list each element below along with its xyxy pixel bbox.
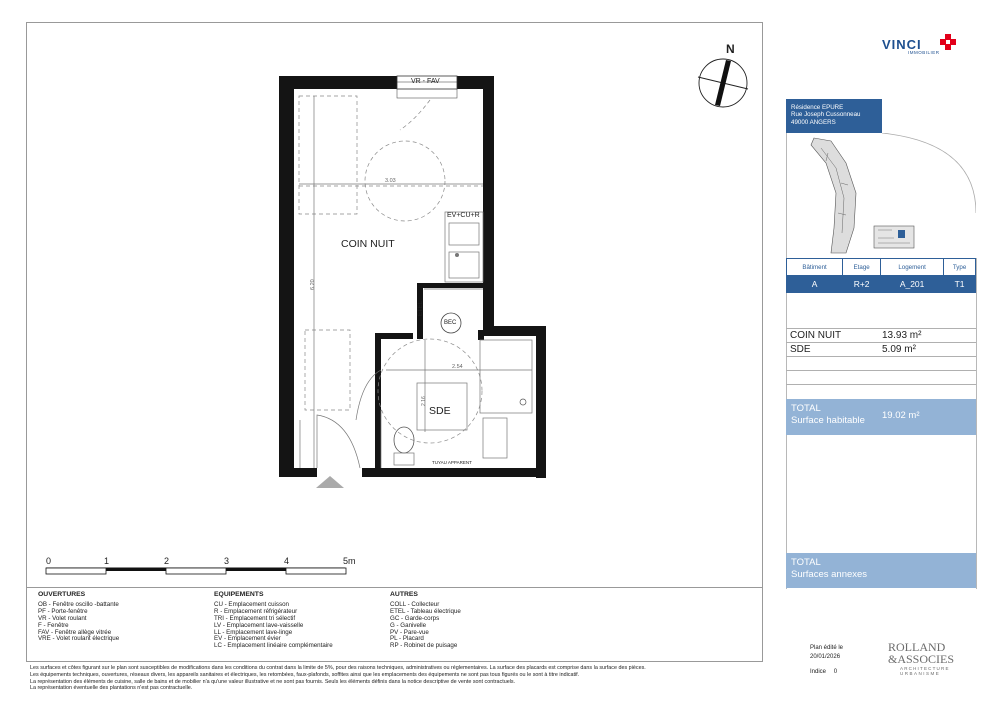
legend-item: LV - Emplacement lave-vaisselle bbox=[214, 621, 304, 629]
disclaimer-line: Les surfaces et côtes figurant sur le plan sont susceptibles de modifications dans les conditions du contrat dans la limite de 5%, pour des raisons techniques, administratives ou réglementaires. La surface des placards est comprise dans la surface des pièces. bbox=[30, 665, 646, 671]
surface-room: SDE bbox=[786, 343, 878, 357]
total-annexes-box bbox=[786, 553, 976, 588]
vinci-logo bbox=[882, 36, 940, 55]
north-letter: N bbox=[726, 42, 735, 56]
surface-area: 5.09 m² bbox=[878, 343, 976, 357]
wall-etel-top bbox=[417, 283, 483, 288]
entrance-marker bbox=[316, 476, 344, 488]
value-etage: R+2 bbox=[843, 276, 881, 293]
vinci-cross-icon bbox=[940, 34, 956, 50]
legend-item: R - Emplacement réfrigérateur bbox=[214, 607, 298, 615]
site-map bbox=[786, 133, 976, 258]
wall-sde-left bbox=[375, 333, 381, 473]
shower-tray bbox=[480, 340, 532, 413]
residence-city: 49000 ANGERS bbox=[791, 118, 836, 126]
window-label: VR - FAV bbox=[411, 78, 440, 85]
turning-circle-sde bbox=[378, 339, 482, 443]
residence-street: Rue Joseph Cussonneau bbox=[791, 111, 861, 119]
legend-item: VRE - Volet roulant électrique bbox=[38, 635, 120, 643]
tuyau-label: TUYAU APPARENT bbox=[432, 460, 472, 465]
total-habitable-value: 19.02 m² bbox=[882, 410, 920, 421]
table-row bbox=[786, 357, 976, 371]
legend-item: OB - Fenêtre oscillo -battante bbox=[38, 600, 119, 608]
rolland-name: ROLLAND bbox=[888, 640, 946, 654]
panel-border-right bbox=[976, 258, 977, 589]
total-habitable-sublabel: Surface habitable bbox=[791, 415, 865, 426]
surfaces-table bbox=[786, 328, 976, 385]
etel-label: ETEL bbox=[418, 300, 424, 316]
wall-sde-top bbox=[375, 333, 413, 339]
wall-bottom-right bbox=[362, 468, 546, 477]
rolland-logo bbox=[888, 641, 954, 676]
lot-info-table bbox=[786, 258, 976, 293]
surface-room: COIN NUIT bbox=[786, 329, 878, 343]
scale-tick: 2 bbox=[164, 556, 170, 566]
legend-item: LC - Emplacement linéaire complémentaire bbox=[214, 642, 333, 650]
wall-top-left bbox=[279, 76, 397, 89]
scale-tick: 0 bbox=[46, 556, 52, 566]
scale-bar bbox=[46, 568, 346, 574]
disclaimer bbox=[30, 665, 730, 692]
wardrobe bbox=[305, 330, 350, 410]
residence-name: Résidence EPURE bbox=[791, 104, 844, 111]
total-annexes-label: TOTAL bbox=[791, 557, 821, 568]
table-row bbox=[786, 343, 976, 357]
value-logement: A_201 bbox=[881, 276, 944, 293]
residence-header bbox=[786, 99, 882, 133]
disclaimer-line: La représentation des éléments de cuisine, salle de bains et de mobilier n'a qu'une valeur illustrative et ne sont pas fournis. Seuls les éléments définis dans la notice descriptive de vente sont contractuels. bbox=[30, 678, 516, 685]
value-type: T1 bbox=[944, 276, 976, 293]
surface-room bbox=[786, 371, 878, 385]
scale-tick: 1 bbox=[104, 556, 110, 566]
scale-tick: 3 bbox=[224, 556, 230, 566]
rolland-associes: &ASSOCIES bbox=[888, 652, 955, 666]
total-annexes-sublabel: Surfaces annexes bbox=[791, 569, 868, 580]
turning-circle-room bbox=[365, 141, 445, 221]
legend-item: PF - Porte-fenêtre bbox=[38, 607, 88, 615]
legend-item: COLL - Collecteur bbox=[390, 600, 440, 608]
value-batiment: A bbox=[787, 276, 843, 293]
legend-item: GC - Garde-corps bbox=[390, 614, 440, 622]
compass-rose bbox=[698, 59, 748, 107]
kitchenette bbox=[445, 212, 483, 282]
legend-title: AUTRES bbox=[390, 591, 418, 598]
header-batiment: Bâtiment bbox=[787, 259, 843, 276]
kitchen-label: EV+CU+R bbox=[447, 212, 480, 219]
dim-sde-width: 2.54 bbox=[452, 364, 463, 370]
surface-area bbox=[878, 371, 976, 385]
legend-item: PL - Placard bbox=[390, 635, 424, 643]
toilet bbox=[394, 427, 414, 453]
vinci-subtitle: IMMOBILIER bbox=[908, 50, 940, 55]
total-habitable-box bbox=[786, 399, 976, 435]
edition-info bbox=[810, 644, 843, 677]
dim-sde-height: 2.16 bbox=[421, 396, 427, 406]
room-label-sde: SDE bbox=[429, 405, 451, 417]
disclaimer-line: La représentation éventuelle des plantations n'est pas contractuelle. bbox=[30, 685, 193, 692]
legend-equipements bbox=[214, 592, 333, 650]
scale-tick: 5m bbox=[343, 556, 356, 566]
legend-item: VR - Volet roulant bbox=[38, 614, 87, 622]
table-row bbox=[786, 371, 976, 385]
room-label-coin-nuit: COIN NUIT bbox=[341, 238, 395, 250]
table-row bbox=[786, 329, 976, 343]
wall-left bbox=[279, 76, 294, 476]
dim-width: 3.03 bbox=[385, 178, 396, 184]
header-logement: Logement bbox=[881, 259, 944, 276]
wall-right-upper bbox=[483, 76, 494, 331]
legend-title: EQUIPEMENTS bbox=[214, 591, 264, 598]
surface-area bbox=[878, 357, 976, 371]
wall-right-lower bbox=[536, 326, 546, 478]
edition-label: Plan édité le bbox=[810, 645, 844, 651]
washbasin bbox=[483, 418, 507, 458]
legend-item: FAV - Fenêtre allège vitrée bbox=[38, 628, 112, 636]
surface-room bbox=[786, 357, 878, 371]
wall-bottom-left bbox=[279, 468, 317, 477]
legend-item: RP - Robinet de puisage bbox=[390, 642, 458, 650]
rolland-sub1: ARCHITECTURE bbox=[900, 666, 950, 671]
rolland-sub2: URBANISME bbox=[900, 671, 941, 676]
indice-value: 0 bbox=[833, 669, 838, 675]
bec-label: BEC bbox=[444, 320, 457, 326]
scale-tick: 4 bbox=[284, 556, 290, 566]
edition-date: 20/01/2026 bbox=[810, 654, 841, 660]
legend-autres bbox=[390, 592, 461, 650]
legend-item: PV - Pare-vue bbox=[390, 628, 429, 636]
bed-outline bbox=[299, 96, 357, 214]
legend-item: F - Fenêtre bbox=[38, 621, 69, 629]
indice-label: Indice bbox=[810, 669, 827, 675]
legend-item: EV - Emplacement évier bbox=[214, 635, 281, 643]
vinci-wordmark: VINCI bbox=[882, 37, 922, 52]
dim-height: 6.20 bbox=[310, 279, 316, 290]
legend-item: G - Ganivelle bbox=[390, 621, 427, 629]
legend-ouvertures bbox=[38, 592, 119, 643]
header-etage: Etage bbox=[843, 259, 881, 276]
legend-title: OUVERTURES bbox=[38, 591, 86, 598]
disclaimer-line: Les équipements techniques, ouvertures, réseaux divers, les appareils sanitaires et électriques, les retombées, faux-plafonds, soffites ainsi que les emplacements des équipements ne sont pas tous figurés ou le sont à titre indicatif. bbox=[30, 671, 580, 678]
legend-item: LL - Emplacement lave-linge bbox=[214, 628, 293, 636]
header-type: Type bbox=[944, 259, 976, 276]
total-habitable-label: TOTAL bbox=[791, 403, 821, 414]
legend-item: ETEL - Tableau électrique bbox=[390, 607, 461, 615]
legend-item: CU - Emplacement cuisson bbox=[214, 600, 289, 608]
wall-sde-top-right bbox=[478, 330, 484, 340]
legend-item: TRI - Emplacement tri sélectif bbox=[214, 614, 296, 622]
surface-area: 13.93 m² bbox=[878, 329, 976, 343]
